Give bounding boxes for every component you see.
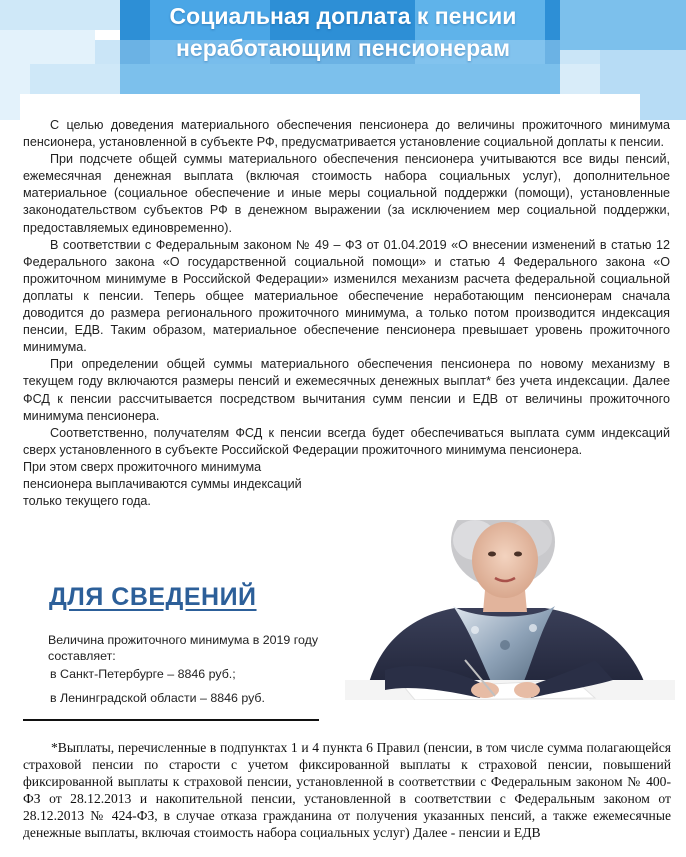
paragraph-2: При подсчете общей суммы материального обеспечения пенсионера учитываются все виды пенсий, ежемесячная денежная выплата (включая стоимость набора социальных услуг), дополнительное материальное (социальное обеспечение и иные меры социальной поддержки (помощи), установленные законодательством субъектов РФ в денежном выражении (за исключением мер социальной поддержки, предоставляемых единовременно). xyxy=(23,152,670,235)
info-lo: в Ленинградской области – 8846 руб. xyxy=(50,691,265,705)
info-spb: в Санкт-Петербурге – 8846 руб.; xyxy=(50,667,236,681)
page-title xyxy=(0,0,686,64)
paragraph-1: С целью доведения материального обеспечения пенсионера до величины прожиточного минимума пенсионера, установленной в субъекте РФ, предусматривается установление социальной доплаты к пенсии. xyxy=(23,118,670,150)
paragraph-4: При определении общей суммы материального обеспечения пенсионера по новому механизму в текущем году включаются размеры пенсий и ежемесячных денежных выплат* без учета индексации. Далее ФСД к пенсии рассчитывается посредством вычитания сумм пенсии и ЕДВ от величины прожиточного минимума пенсионера. xyxy=(23,357,670,423)
main-text xyxy=(23,117,670,510)
title-line-1: Социальная доплата к пенсии xyxy=(169,3,517,29)
paragraph-3: В соответствии с Федеральным законом № 49 – ФЗ от 01.04.2019 «О внесении изменений в статью 12 Федерального закона «О государственной социальной помощи» и статью 4 Федерального закона «О прожиточном минимуме в Российской Федерации» изменился механизм расчета федеральной социальной доплаты к пенсии. Теперь общее материальное обеспечение неработающим пенсионерам сначала доводится до размера регионального прожиточного минимума, а только потом производится индексация пенсии, ЕДВ. Таким образом, материальное обеспечение пенсионера превышает уровень прожиточного минимума. xyxy=(23,237,670,355)
section-heading: ДЛЯ СВЕДЕНИЙ xyxy=(49,583,257,611)
info-block xyxy=(48,632,348,706)
title-line-2: неработающим пенсионерам xyxy=(176,35,510,61)
paragraph-5: Соответственно, получателям ФСД к пенсии всегда будет обеспечиваться выплата сумм индексаций сверх установленного в субъекте Российской Федерации прожиточного минимума пенсионера. xyxy=(23,425,670,457)
paragraph-5-tail: При этом сверх прожиточного минимума пенсионера выплачиваются суммы индексаций только текущего года. xyxy=(23,459,302,509)
info-intro: Величина прожиточного минимума в 2019 году составляет: xyxy=(48,633,319,663)
footnote xyxy=(23,740,671,841)
footnote-text: *Выплаты, перечисленные в подпунктах 1 и 4 пункта 6 Правил (пенсии, в том числе сумма полагающейся страховой пенсии по старости с учетом фиксированной выплаты к страховой пенсии, повышений фиксированной выплаты к страховой пенсии, установленной в соответствии с Федеральным законом № 400-ФЗ от 28.12.2013 и накопительной пенсии, установленной в соответствии с Федеральным законом от 28.12.2013 № 424-ФЗ, в случае отказа гражданина от получения указанных пенсий, а также ежемесячные денежные выплаты, включая стоимость набора социальных услуг) Далее - пенсии и ЕДВ xyxy=(23,740,671,840)
footnote-separator xyxy=(23,719,319,721)
elderly-woman-writing-photo xyxy=(345,520,675,700)
